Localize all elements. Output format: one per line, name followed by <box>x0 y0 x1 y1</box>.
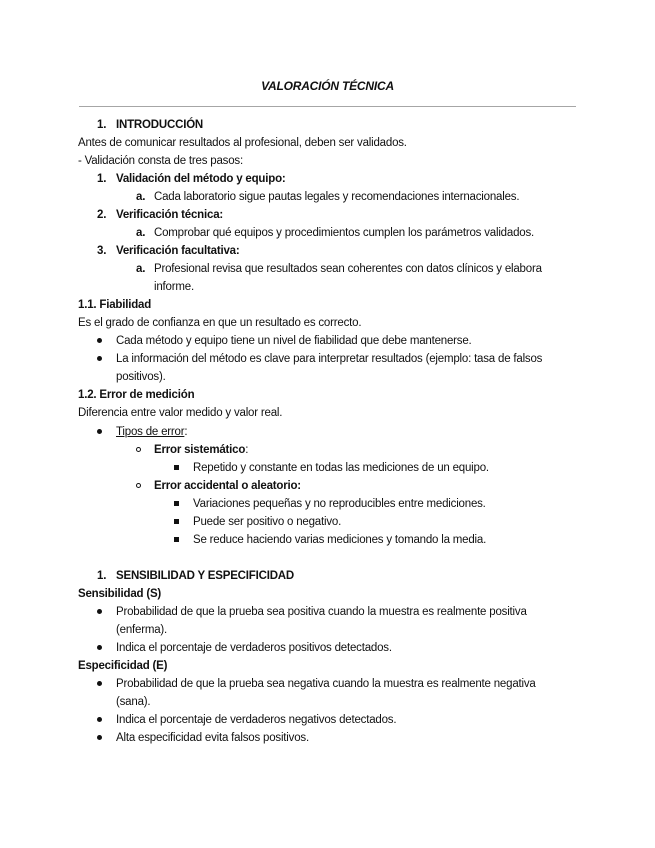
bullet-icon <box>97 711 102 729</box>
section-heading-introduccion: INTRODUCCIÓN <box>116 119 204 131</box>
step-number: 3. <box>97 245 107 257</box>
sub-item-continuation: informe. <box>154 281 194 293</box>
paragraph: Antes de comunicar resultados al profesional, deben ser validados. <box>78 137 407 149</box>
sub-marker: a. <box>136 263 146 275</box>
bullet-item-continuation: positivos). <box>116 371 166 383</box>
bullet-item: Repetido y constante en todas las mediciones de un equipo. <box>193 462 489 474</box>
sub-item: Comprobar qué equipos y procedimientos cumplen los parámetros validados. <box>154 227 535 239</box>
section-number: 1. <box>97 570 107 582</box>
bullet-item: Variaciones pequeñas y no reproducibles entre mediciones. <box>193 498 486 510</box>
bullet-item: Probabilidad de que la prueba sea positiva cuando la muestra es realmente positiva <box>116 606 527 618</box>
sub-item: Cada laboratorio sigue pautas legales y recomendaciones internacionales. <box>154 191 520 203</box>
paragraph: Es el grado de confianza en que un resultado es correcto. <box>78 317 362 329</box>
bullet-icon <box>97 675 102 693</box>
bullet-item: La información del método es clave para interpretar resultados (ejemplo: tasa de falsos <box>116 353 543 365</box>
bullet-icon <box>97 350 102 368</box>
tipos-label: Tipos de error <box>116 426 185 438</box>
bullet-item-sistematico <box>154 441 248 459</box>
sub-marker: a. <box>136 191 146 203</box>
bullet-item: Alta especificidad evita falsos positivos. <box>116 732 309 744</box>
sistematico-colon: : <box>245 444 249 456</box>
bullet-item: Se reduce haciendo varias mediciones y tomando la media. <box>193 534 487 546</box>
square-bullet-icon <box>174 459 179 477</box>
bullet-icon <box>97 603 102 621</box>
square-bullet-icon <box>174 495 179 513</box>
square-bullet-icon <box>174 531 179 549</box>
circle-bullet-icon <box>136 477 141 495</box>
paragraph: - Validación consta de tres pasos: <box>78 155 243 167</box>
subsection-heading-sensibilidad: Sensibilidad (S) <box>78 588 162 600</box>
circle-bullet-icon <box>136 441 141 459</box>
bullet-icon <box>97 639 102 657</box>
bullet-item: Puede ser positivo o negativo. <box>193 516 342 528</box>
paragraph: Diferencia entre valor medido y valor real. <box>78 407 283 419</box>
section-number: 1. <box>97 119 107 131</box>
step-label: Verificación facultativa: <box>116 245 240 257</box>
bullet-item: Cada método y equipo tiene un nivel de fiabilidad que debe mantenerse. <box>116 335 472 347</box>
subsection-heading-error: 1.2. Error de medición <box>78 389 195 401</box>
tipos-colon: : <box>184 426 188 438</box>
subsection-heading-fiabilidad: 1.1. Fiabilidad <box>78 299 152 311</box>
title-divider <box>79 106 576 107</box>
document-title: VALORACIÓN TÉCNICA <box>261 79 394 93</box>
step-number: 1. <box>97 173 107 185</box>
bullet-icon <box>97 423 102 441</box>
sistematico-label: Error sistemático <box>154 444 246 456</box>
bullet-item-tipos <box>116 423 187 441</box>
bullet-item-continuation: (enferma). <box>116 624 168 636</box>
bullet-icon <box>97 729 102 747</box>
step-label: Verificación técnica: <box>116 209 224 221</box>
subsection-heading-especificidad: Especificidad (E) <box>78 660 168 672</box>
bullet-item: Indica el porcentaje de verdaderos negativos detectados. <box>116 714 397 726</box>
bullet-item-continuation: (sana). <box>116 696 151 708</box>
bullet-item: Probabilidad de que la prueba sea negativa cuando la muestra es realmente negativa <box>116 678 536 690</box>
section-heading-sensibilidad-especificidad: SENSIBILIDAD Y ESPECIFICIDAD <box>116 570 295 582</box>
bullet-item: Indica el porcentaje de verdaderos positivos detectados. <box>116 642 392 654</box>
bullet-item-accidental: Error accidental o aleatorio: <box>154 480 301 492</box>
bullet-icon <box>97 332 102 350</box>
step-label: Validación del método y equipo: <box>116 173 286 185</box>
sub-item: Profesional revisa que resultados sean coherentes con datos clínicos y elabora <box>154 263 542 275</box>
sub-marker: a. <box>136 227 146 239</box>
square-bullet-icon <box>174 513 179 531</box>
step-number: 2. <box>97 209 107 221</box>
